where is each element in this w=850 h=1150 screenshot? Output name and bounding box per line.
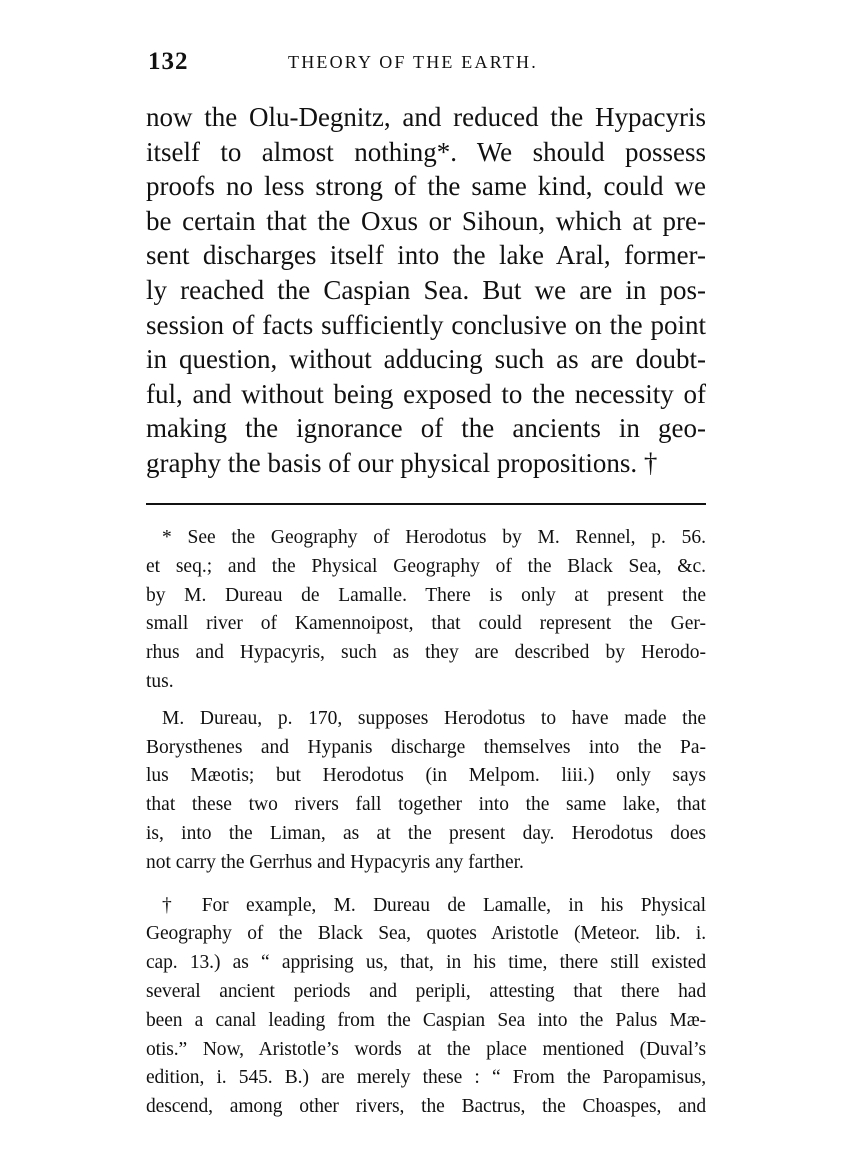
body-line: making the ignorance of the ancients in geo-: [146, 413, 706, 444]
footnote-line: † For example, M. Dureau de Lamalle, in his Physical: [162, 894, 706, 916]
footnote-line: Geography of the Black Sea, quotes Aristotle (Meteor. lib. i.: [146, 923, 706, 945]
footnote-1-continued: [146, 705, 706, 878]
page-number: 132: [148, 48, 189, 75]
footnote-line: Borysthenes and Hypanis discharge themselves into the Pa-: [146, 736, 706, 758]
footnote-line: been a canal leading from the Caspian Sea into the Palus Mæ-: [146, 1009, 706, 1031]
footnote-line: is, into the Liman, as at the present day. Herodotus does: [146, 822, 706, 844]
footnote-line: * See the Geography of Herodotus by M. Rennel, p. 56.: [162, 527, 706, 548]
footnote-line: edition, i. 545. B.) are merely these : “ From the Paropamisus,: [146, 1067, 706, 1089]
footnote-line: tus.: [146, 670, 174, 692]
body-line: sent discharges itself into the lake Aral, former-: [146, 240, 706, 271]
footnotes-block: [146, 524, 706, 1130]
body-line: now the Olu-Degnitz, and reduced the Hypacyris: [146, 102, 706, 132]
footnote-line: several ancient periods and peripli, attesting that there had: [146, 980, 706, 1002]
footnote-line: lus Mæotis; but Herodotus (in Melpom. liii.) only says: [146, 765, 706, 787]
footnote-line: not carry the Gerrhus and Hypacyris any farther.: [146, 851, 524, 873]
main-text-block: [146, 100, 706, 481]
footnote-divider: [146, 503, 706, 505]
footnote-line: otis.” Now, Aristotle’s words at the place mentioned (Duval’s: [146, 1038, 706, 1060]
body-line: itself to almost nothing*. We should possess: [146, 136, 706, 167]
body-line: session of facts sufficiently conclusive on the point: [146, 309, 706, 340]
footnote-2: [146, 892, 706, 1122]
footnote-line: by M. Dureau de Lamalle. There is only at present the: [146, 584, 706, 606]
body-line: ly reached the Caspian Sea. But we are in pos-: [146, 274, 706, 305]
running-title: THEORY OF THE EARTH.: [288, 52, 538, 72]
body-line: ful, and without being exposed to the necessity of: [146, 378, 706, 409]
body-line: be certain that the Oxus or Sihoun, which at pre-: [146, 205, 706, 236]
footnote-line: et seq.; and the Physical Geography of the Black Sea, &c.: [146, 555, 706, 577]
body-line: in question, without adducing such as are doubt-: [146, 344, 706, 375]
footnote-line: small river of Kamennoipost, that could represent the Ger-: [146, 613, 706, 635]
footnote-line: rhus and Hypacyris, such as they are described by Herodo-: [146, 642, 706, 664]
footnote-line: M. Dureau, p. 170, supposes Herodotus to have made the: [162, 707, 706, 729]
body-line: graphy the basis of our physical propositions. †: [146, 447, 658, 478]
footnote-1: [146, 524, 706, 697]
footnote-line: that these two rivers fall together into the same lake, that: [146, 794, 706, 816]
footnote-line: descend, among other rivers, the Bactrus, the Choaspes, and: [146, 1096, 706, 1118]
footnote-line: cap. 13.) as “ apprising us, that, in his time, there still existed: [146, 952, 706, 974]
page-header: [148, 48, 708, 78]
body-line: proofs no less strong of the same kind, could we: [146, 171, 706, 202]
